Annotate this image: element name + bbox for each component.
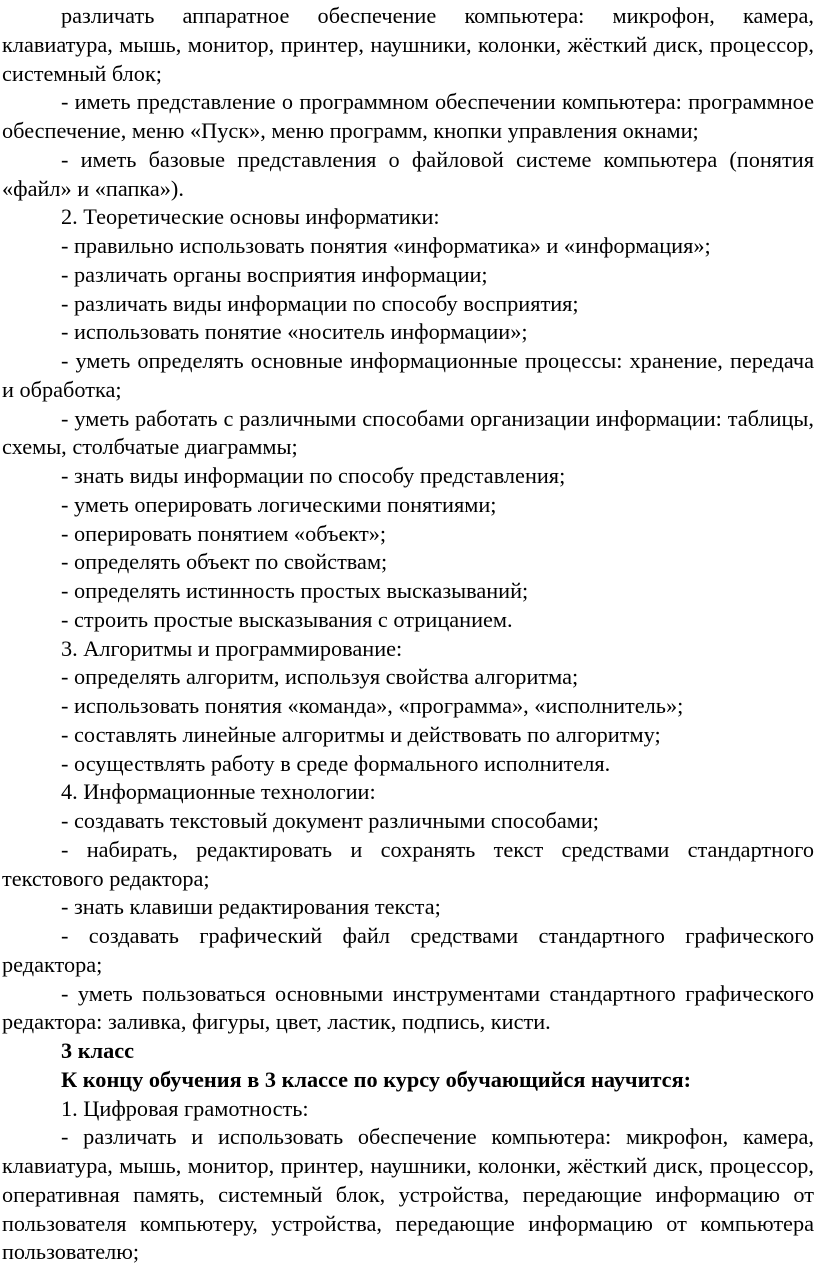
paragraph-file-system: - иметь базовые представления о файловой системе компьютера (понятия «файл» и «папка»). (2, 146, 814, 201)
list-item: - уметь оперировать логическими понятиями; (61, 491, 497, 517)
section-heading-algorithms: 3. Алгоритмы и программирование: (61, 635, 403, 661)
section-heading-theory: 2. Теоретические основы информатики: (61, 204, 440, 230)
list-item: - создавать графический файл средствами стандартного графического редактора; (2, 923, 814, 977)
list-item: - различать виды информации по способу восприятия; (61, 290, 579, 316)
list-item: - различать органы восприятия информации; (61, 261, 488, 287)
list-item: - правильно использовать понятия «информатика» и «информация»; (61, 233, 711, 258)
list-item: - строить простые высказывания с отрицанием. (61, 606, 513, 632)
list-item: - определять истинность простых высказываний; (61, 578, 529, 603)
list-item: - осуществлять работу в среде формального исполнителя. (61, 750, 611, 776)
paragraph-hardware-list: различать аппаратное обеспечение компьютера: микрофон, камера, клавиатура, мышь, монитор, принтер, наушники, колонки, жёсткий диск, процессор, системный блок; (2, 3, 814, 86)
list-item: - создавать текстовый документ различными способами; (61, 808, 599, 833)
grade-heading: 3 класс (61, 1038, 135, 1063)
list-item: - определять алгоритм, используя свойства алгоритма; (61, 664, 579, 690)
section-heading-digital-literacy: 1. Цифровая грамотность: (61, 1095, 309, 1121)
list-item: - использовать понятия «команда», «программа», «исполнитель»; (61, 693, 684, 718)
list-item: - уметь пользоваться основными инструментами стандартного графического редактора: заливка, фигуры, цвет, ластик, подпись, кисти. (2, 980, 814, 1035)
outcomes-heading: К концу обучения в 3 классе по курсу обучающийся научится: (61, 1066, 692, 1092)
list-item: - уметь работать с различными способами организации информации: таблицы, схемы, столбчатые диаграммы; (2, 405, 814, 460)
paragraph-software-concepts: - иметь представление о программном обеспечении компьютера: программное обеспечение, меню «Пуск», меню программ, кнопки управления окнами; (2, 89, 814, 143)
list-item: - уметь определять основные информационные процессы: хранение, передача и обработка; (2, 348, 814, 402)
list-item: - знать клавиши редактирования текста; (61, 894, 441, 920)
list-item: - определять объект по свойствам; (61, 549, 388, 575)
list-item: - знать виды информации по способу представления; (61, 463, 566, 488)
section-heading-it: 4. Информационные технологии: (61, 779, 376, 805)
list-item: - различать и использовать обеспечение компьютера: микрофон, камера, клавиатура, мышь, монитор, принтер, наушники, колонки, жёсткий диск, процессор, оперативная память, системный блок, устройства, передающие информацию от пользователя компьютеру, устройства, передающие информацию от компьютера пользователю; (2, 1124, 814, 1265)
list-item: - составлять линейные алгоритмы и действовать по алгоритму; (61, 721, 661, 747)
list-item: - оперировать понятием «объект»; (61, 520, 387, 546)
list-item: - использовать понятие «носитель информации»; (61, 319, 528, 345)
list-item: - набирать, редактировать и сохранять текст средствами стандартного текстового редактора; (2, 836, 814, 891)
